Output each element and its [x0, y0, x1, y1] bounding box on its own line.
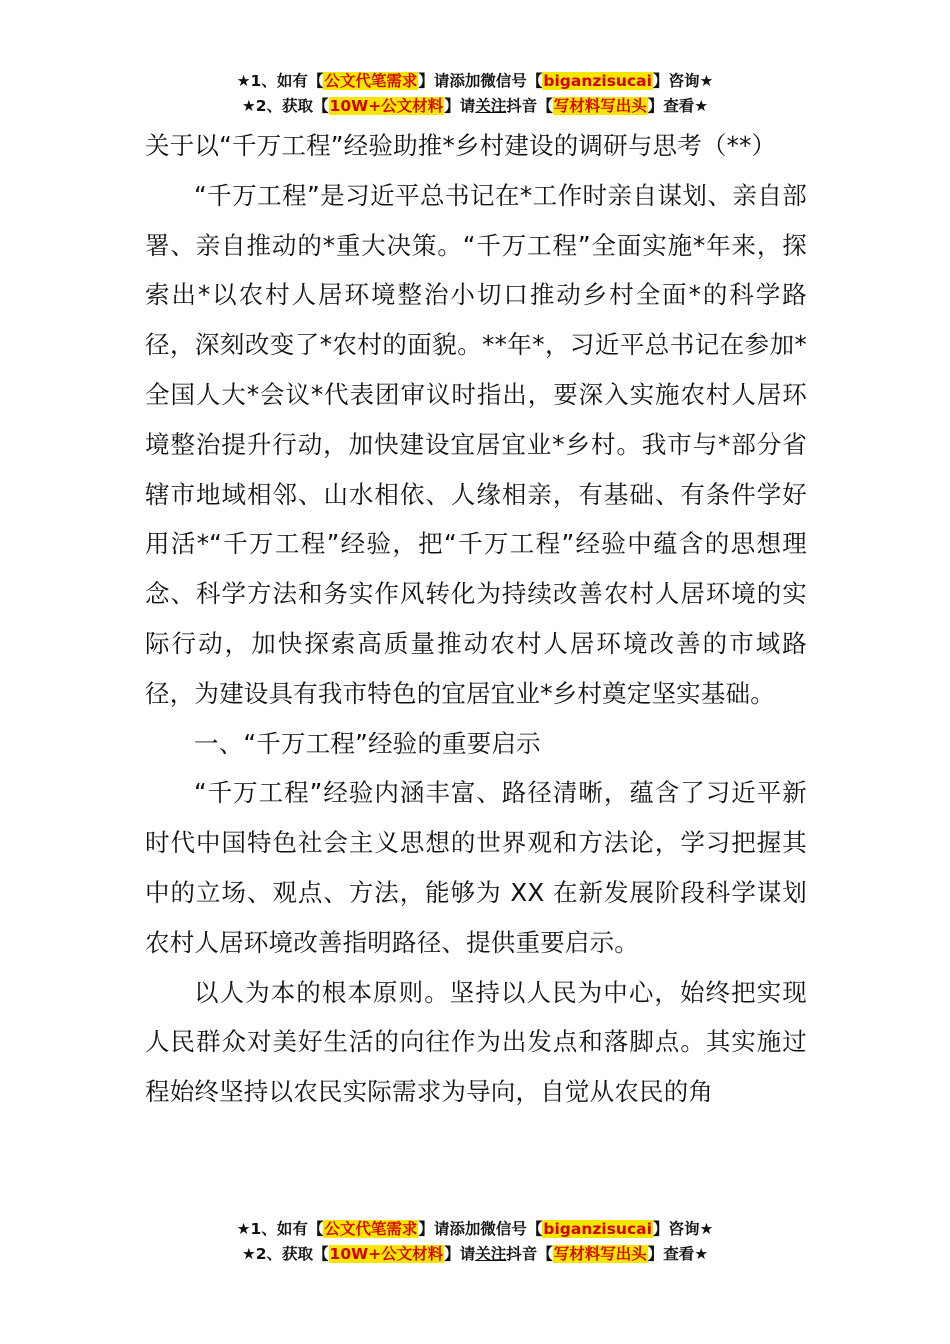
promo-text: 】请添加微信号【 [418, 72, 543, 90]
footer-promo-banner [0, 1217, 950, 1267]
promo-line-2 [0, 1242, 950, 1267]
promo-line-1 [0, 1217, 950, 1242]
promo-text: 】咨询★ [652, 72, 714, 90]
promo-text: 】请添加微信号【 [418, 1220, 543, 1238]
promo-text: 】请 [444, 1245, 476, 1263]
promo-text: 】请 [444, 97, 476, 115]
promo-line-1 [0, 69, 950, 94]
highlight-materials: 10W+公文材料 [329, 1245, 444, 1263]
paragraph-people-centered: 以人为本的根本原则。坚持以人民为中心，始终把实现人民群众对美好生活的向往作为出发点和落脚点。其实施过程始终坚持以农民实际需求为导向，自觉从农民的角 [145, 977, 807, 1107]
promo-text: ★1、如有【 [236, 1220, 324, 1238]
section-heading: 一、“千万工程”经验的重要启示 [194, 728, 541, 758]
promo-underlined-text: 关注 [475, 1245, 507, 1263]
document-title: 关于以“千万工程”经验助推*乡村建设的调研与思考（**） [145, 131, 777, 160]
highlight-service: 公文代笔需求 [324, 72, 418, 90]
promo-text: 】查看★ [647, 1245, 709, 1263]
document-body [145, 121, 807, 1117]
highlight-materials: 10W+公文材料 [329, 97, 444, 115]
promo-text: 】查看★ [647, 97, 709, 115]
highlight-account: 写材料写出头 [553, 97, 647, 115]
highlight-wechat-id: biganzisucai [543, 72, 652, 90]
header-promo-banner [0, 69, 950, 119]
promo-underlined-text: 关注 [475, 97, 507, 115]
paragraph-enlightenment: “千万工程”经验内涵丰富、路径清晰，蕴含了习近平新时代中国特色社会主义思想的世界观和方法论，学习把握其中的立场、观点、方法，能够为 XX 在新发展阶段科学谋划农村人居环境改善指明路径、提供重要启示。 [145, 778, 807, 957]
highlight-wechat-id: biganzisucai [543, 1220, 652, 1238]
highlight-account: 写材料写出头 [553, 1245, 647, 1263]
promo-text: 】咨询★ [652, 1220, 714, 1238]
promo-text: 抖音【 [506, 1245, 553, 1263]
paragraph-intro: “千万工程”是习近平总书记在*工作时亲自谋划、亲自部署、亲自推动的*重大决策。“千万工程”全面实施*年来，探索出*以农村人居环境整治小切口推动乡村全面*的科学路径，深刻改变了*农村的面貌。**年*，习近平总书记在参加*全国人大*会议*代表团审议时指出，要深入实施农村人居环境整治提升行动，加快建设宜居宜业*乡村。我市与*部分省辖市地域相邻、山水相依、人缘相亲，有基础、有条件学好用活*“千万工程”经验，把“千万工程”经验中蕴含的思想理念、科学方法和务实作风转化为持续改善农村人居环境的实际行动，加快探索高质量推动农村人居环境改善的市域路径，为建设具有我市特色的宜居宜业*乡村奠定坚实基础。 [145, 180, 807, 708]
promo-text: ★2、获取【 [241, 1245, 329, 1263]
promo-line-2 [0, 94, 950, 119]
promo-text: 抖音【 [506, 97, 553, 115]
promo-text: ★1、如有【 [236, 72, 324, 90]
promo-text: ★2、获取【 [241, 97, 329, 115]
highlight-service: 公文代笔需求 [324, 1220, 418, 1238]
